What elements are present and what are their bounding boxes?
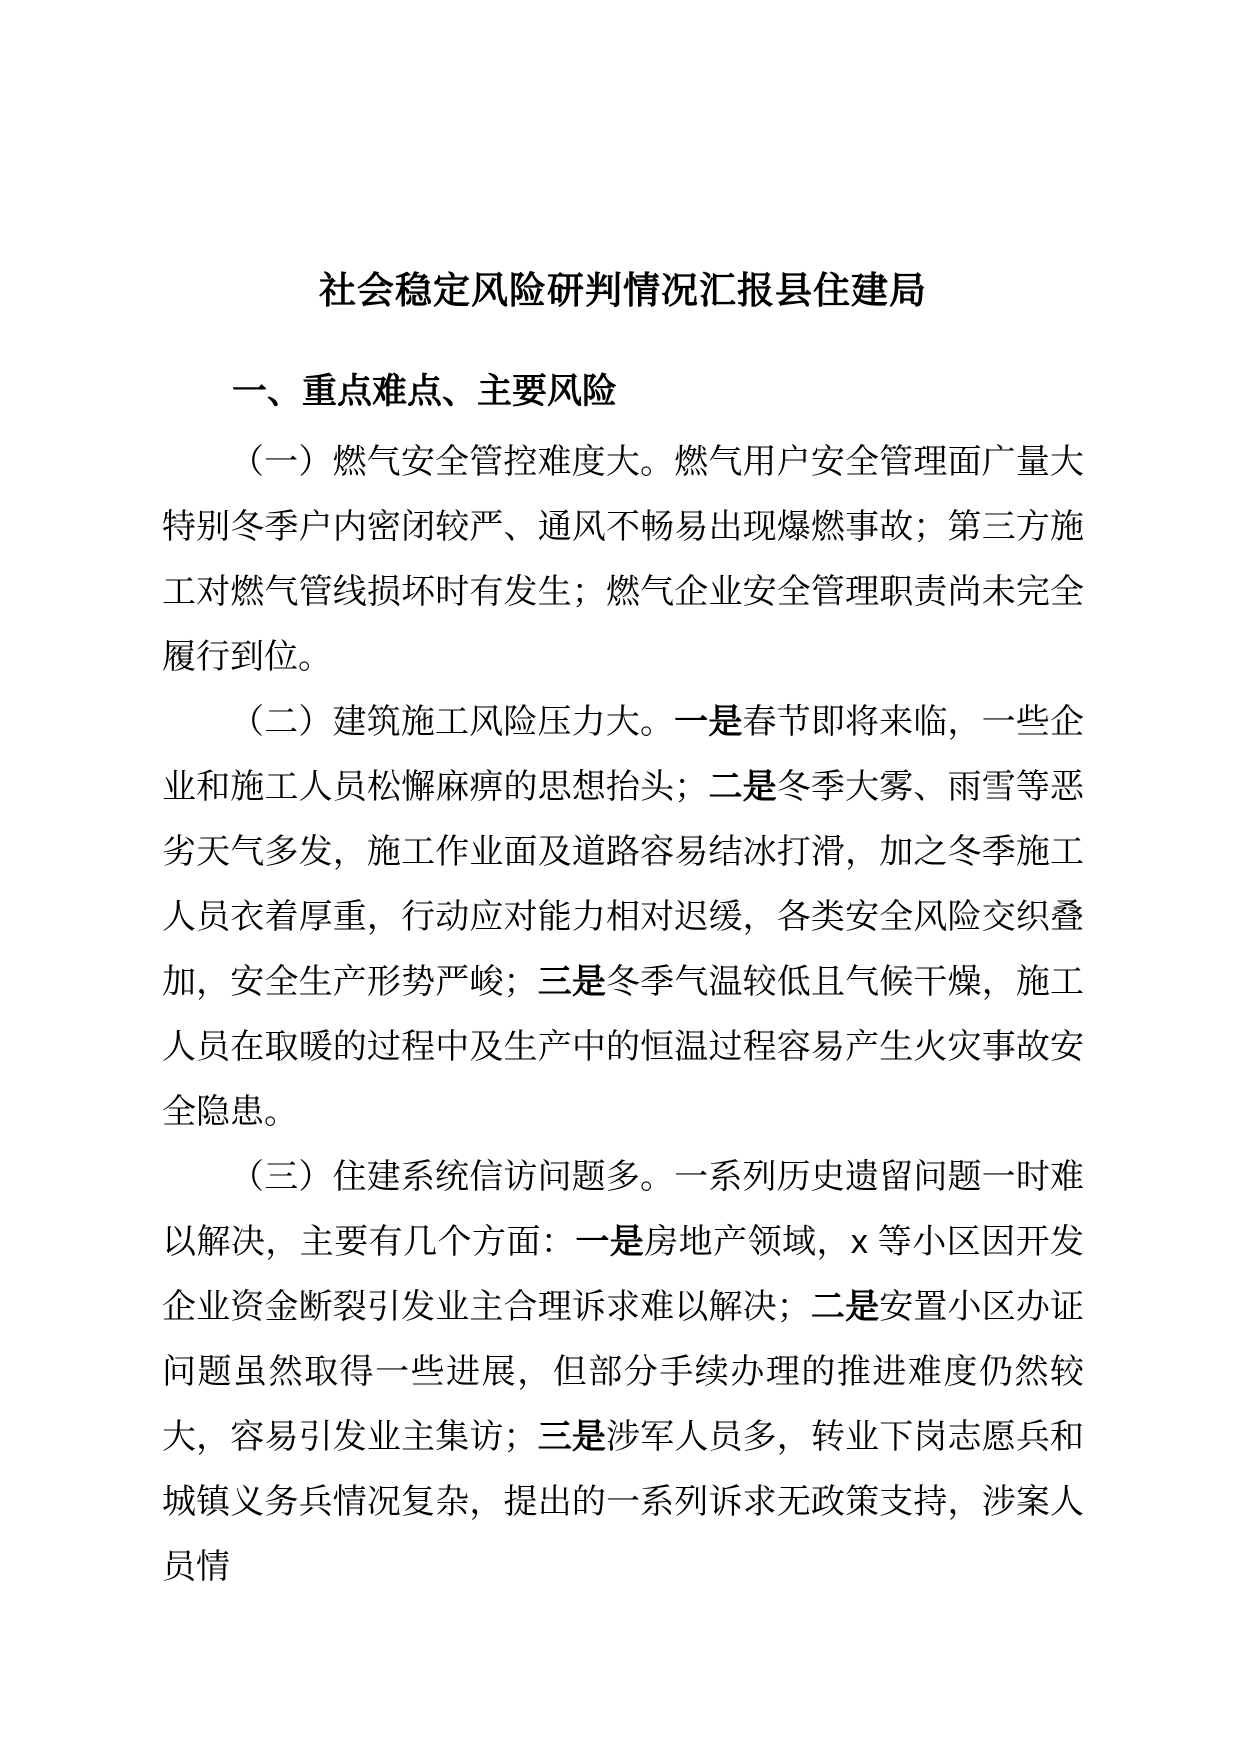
body-text: 冬季大雾、雨雪等恶劣天气多发，施工作业面及道路容易结冰打滑，加之冬季施工人员衣着厚重，行动应对能力相对迟缓，各类安全风险交织叠加，安全生产形势严峻； bbox=[162, 768, 1085, 1001]
emphasis-text: 二是 bbox=[708, 768, 777, 806]
emphasis-text: 三是 bbox=[537, 1418, 607, 1456]
paragraph bbox=[162, 430, 1084, 690]
body-text: （二）建筑施工风险压力大。 bbox=[230, 703, 675, 741]
emphasis-text: 一是 bbox=[674, 703, 743, 741]
paragraph bbox=[162, 1145, 1084, 1600]
body-text: 春节即将来临，一些企业和施工人员松懈麻痹的思想抬头； bbox=[162, 703, 1085, 806]
body-text: 冬季气温较低且气候干燥，施工人员在取暖的过程中及生产中的恒温过程容易产生火灾事故安全隐患。 bbox=[162, 963, 1085, 1131]
document-body bbox=[162, 430, 1084, 1600]
body-text: （一）燃气安全管控难度大。燃气用户安全管理面广量大特别冬季户内密闭较严、通风不畅易出现爆燃事故；第三方施工对燃气管线损坏时有发生；燃气企业安全管理职责尚未完全履行到位。 bbox=[162, 443, 1084, 676]
emphasis-text: 三是 bbox=[537, 963, 607, 1001]
paragraph bbox=[162, 690, 1084, 1145]
body-text: 房地产领域，x 等小区因开发企业资金断裂引发业主合理诉求难以解决； bbox=[162, 1223, 1085, 1326]
body-text: 涉军人员多，转业下岗志愿兵和城镇义务兵情况复杂，提出的一系列诉求无政策支持，涉案人员情 bbox=[162, 1418, 1085, 1586]
body-text: 安置小区办证问题虽然取得一些进展，但部分手续办理的推进难度仍然较大，容易引发业主集访； bbox=[162, 1288, 1085, 1456]
emphasis-text: 二是 bbox=[810, 1288, 880, 1326]
section-heading: 一、重点难点、主要风险 bbox=[232, 372, 618, 411]
body-text: （三）住建系统信访问题多。一系列历史遗留问题一时难以解决，主要有几个方面： bbox=[162, 1158, 1084, 1261]
emphasis-text: 一是 bbox=[575, 1223, 645, 1261]
document-title: 社会稳定风险研判情况汇报县住建局 bbox=[319, 270, 927, 311]
